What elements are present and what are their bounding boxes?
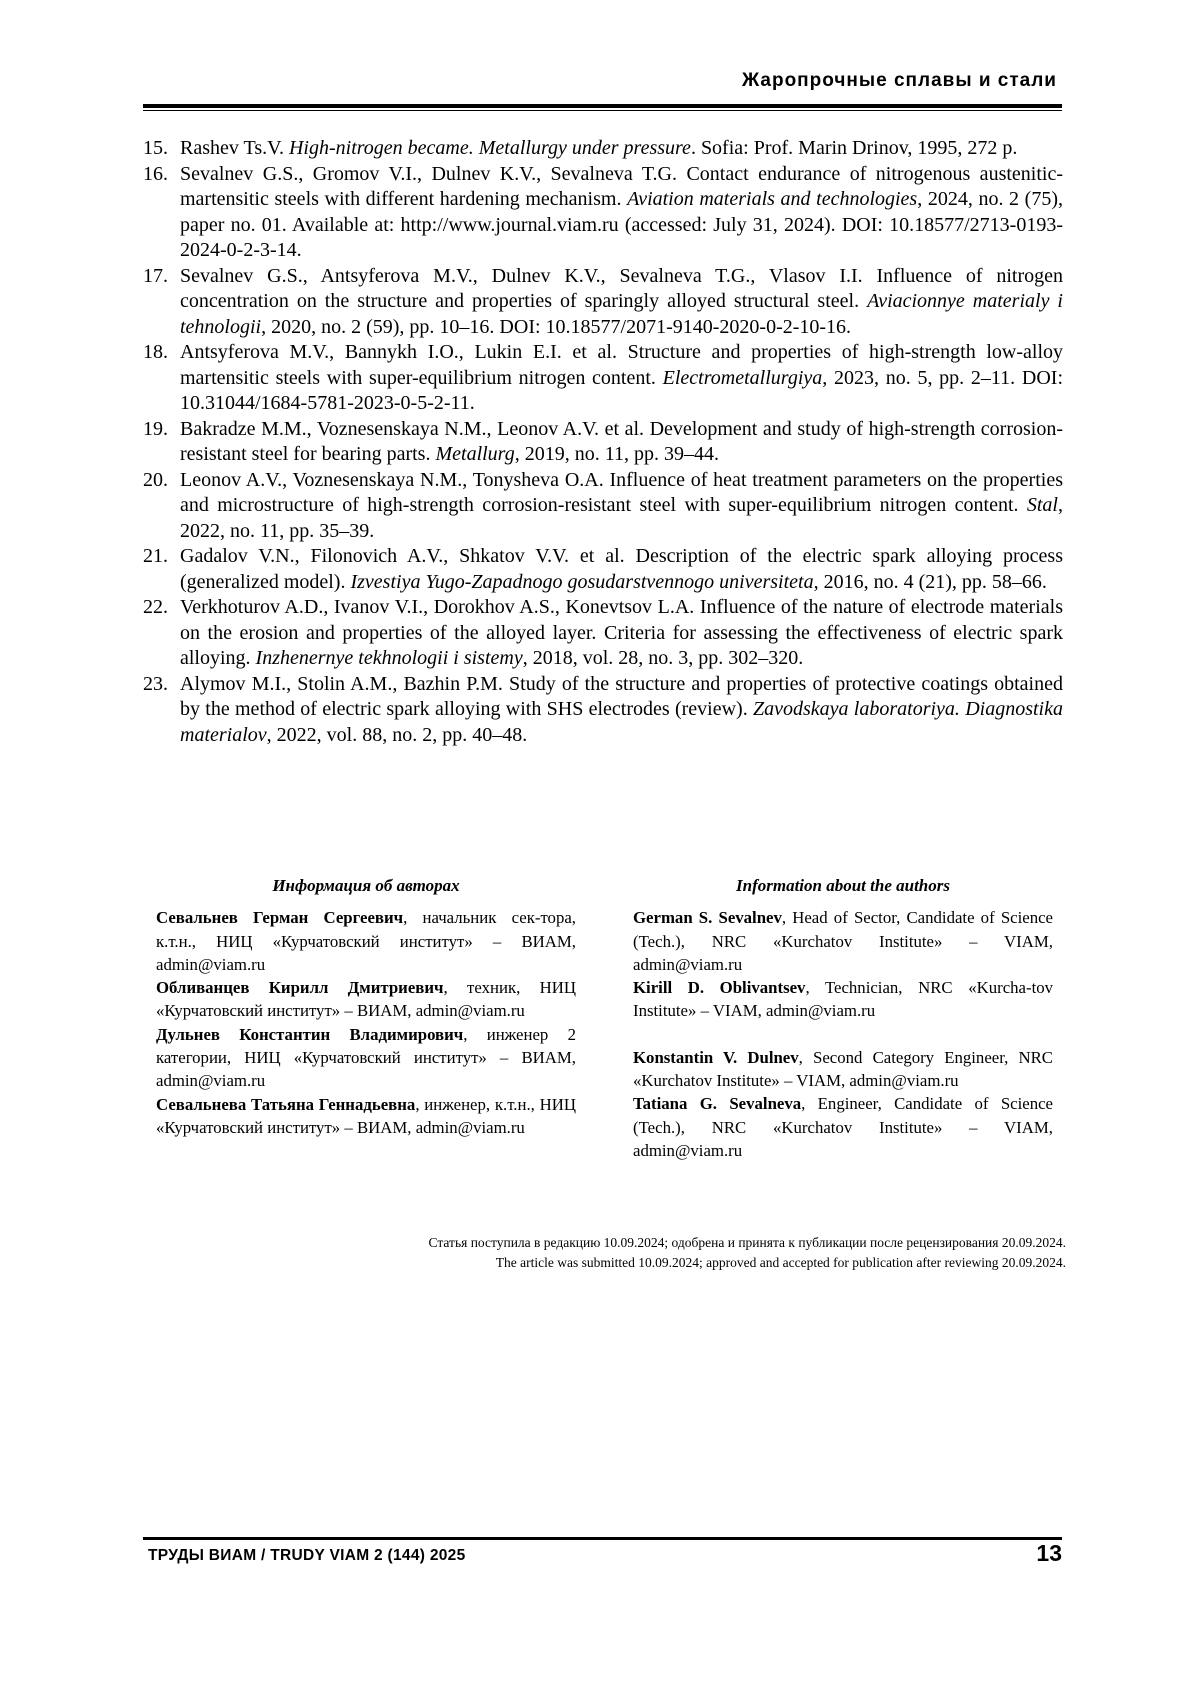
reference-source: Aviation materials and technologies (627, 188, 917, 210)
reference-details: , 2016, no. 4 (21), pp. 58–66. (814, 571, 1047, 593)
reference-list (143, 136, 1063, 748)
authors-info-ru (156, 874, 576, 1139)
author-name: Севальнев Герман Сергеевич (156, 908, 403, 927)
reference-number: 20. (143, 468, 168, 494)
reference-number: 18. (143, 340, 168, 366)
author-details: , Technician, NRC «Kurcha-tov Institute» – VIAM, admin@viam.ru (633, 978, 1053, 1020)
reference-details: , 2022, vol. 88, no. 2, pp. 40–48. (267, 724, 528, 746)
author-name: German S. Sevalnev (633, 908, 782, 927)
reference-item (143, 340, 1063, 417)
authors-heading-ru: Информация об авторах (156, 874, 576, 897)
reference-item (143, 162, 1063, 264)
author-entry (156, 976, 576, 1023)
reference-details: , 2020, no. 2 (59), pp. 10–16. DOI: 10.18577/2071-9140-2020-0-2-10-16. (261, 316, 851, 338)
spacer (633, 1023, 1053, 1046)
reference-item (143, 595, 1063, 672)
author-entry (633, 1092, 1053, 1162)
reference-text: Gadalov V.N., Filonovich A.V., Shkatov V.V. et al. Description of the electric spark alloying process (generalized model). (180, 545, 1063, 593)
author-name: Kirill D. Oblivantsev (633, 978, 805, 997)
footer-rule (143, 1537, 1062, 1540)
author-entry (156, 1023, 576, 1093)
reference-source: High-nitrogen became. Metallurgy under pressure (289, 137, 691, 159)
author-entry (633, 976, 1053, 1023)
reference-number: 23. (143, 672, 168, 698)
submission-note-en: The article was submitted 10.09.2024; approved and accepted for publication after reviewing 20.09.2024. (429, 1253, 1066, 1273)
reference-item (143, 417, 1063, 468)
submission-note-ru: Статья поступила в редакцию 10.09.2024; одобрена и принята к публикации после рецензирования 20.09.2024. (429, 1233, 1066, 1253)
author-name: Дульнев Константин Владимирович (156, 1025, 463, 1044)
reference-item (143, 468, 1063, 545)
running-header: Жаропрочные сплавы и стали (742, 70, 1057, 92)
author-details: , Second Category Engineer, NRC «Kurchatov Institute» – VIAM, admin@viam.ru (633, 1048, 1053, 1090)
reference-source: Electrometallurgiya (663, 367, 823, 389)
author-name: Tatiana G. Sevalneva (633, 1094, 801, 1113)
reference-text: Alymov M.I., Stolin A.M., Bazhin P.M. Study of the structure and properties of protective coatings obtained by the method of electric spark alloying with SHS electrodes (review). (180, 673, 1063, 721)
author-details: , Head of Sector, Candidate of Science (Tech.), NRC «Kurchatov Institute» – VIAM, admin@viam.ru (633, 908, 1053, 974)
reference-details: , 2019, no. 11, pp. 39–44. (515, 443, 719, 465)
reference-details: , 2022, no. 11, pp. 35–39. (180, 494, 1063, 542)
author-details: , инженер, к.т.н., НИЦ «Курчатовский институт» – ВИАМ, admin@viam.ru (156, 1095, 576, 1137)
reference-text: Rashev Ts.V. (180, 137, 289, 159)
author-entry (156, 906, 576, 976)
page-number: 13 (1036, 1540, 1062, 1567)
reference-details: , 2018, vol. 28, no. 3, pp. 302–320. (523, 647, 804, 669)
reference-details: , 2023, no. 5, pp. 2–11. DOI: 10.31044/1684-5781-2023-0-5-2-11. (180, 367, 1063, 415)
author-entry (156, 1093, 576, 1140)
reference-source: Metallurg (435, 443, 514, 465)
authors-heading-en: Information about the authors (633, 874, 1053, 897)
author-details: , техник, НИЦ «Курчатовский институт» – ВИАМ, admin@viam.ru (156, 978, 576, 1020)
reference-item (143, 672, 1063, 749)
author-details: , инженер 2 категории, НИЦ «Курчатовский институт» – ВИАМ, admin@viam.ru (156, 1025, 576, 1091)
reference-details: , 2024, no. 2 (75), paper no. 01. Available at: http://www.journal.viam.ru (accessed: July 31, 2024). DOI: 10.18577/2713-0193-2024-0-2-3-14. (180, 188, 1063, 261)
reference-source: Zavodskaya laboratoriya. Diagnostika materialov (180, 698, 1063, 746)
reference-item (143, 544, 1063, 595)
reference-number: 17. (143, 264, 168, 290)
reference-source: Aviacionnye materialy i tehnologii (180, 290, 1063, 338)
reference-number: 22. (143, 595, 168, 621)
reference-details: . Sofia: Prof. Marin Drinov, 1995, 272 p. (691, 137, 1017, 159)
author-details: , начальник сек-тора, к.т.н., НИЦ «Курчатовский институт» – ВИАМ, admin@viam.ru (156, 908, 576, 974)
reference-number: 16. (143, 162, 168, 188)
reference-text: Verkhoturov A.D., Ivanov V.I., Dorokhov A.S., Konevtsov L.A. Influence of the nature of electrode materials on the erosion and properties of the alloyed layer. Criteria for assessing the effectiveness of electric spark alloying. (180, 596, 1063, 669)
author-details: , Engineer, Candidate of Science (Tech.), NRC «Kurchatov Institute» – VIAM, admin@viam.ru (633, 1094, 1053, 1160)
reference-item (143, 136, 1063, 162)
submission-dates (429, 1233, 1066, 1272)
reference-source: Stal (1027, 494, 1058, 516)
reference-number: 21. (143, 544, 168, 570)
reference-text: Antsyferova M.V., Bannykh I.O., Lukin E.I. et al. Structure and properties of high-strength low-alloy martensitic steels with super-equilibrium nitrogen content. (180, 341, 1063, 389)
header-rule (143, 104, 1062, 108)
reference-number: 19. (143, 417, 168, 443)
reference-number: 15. (143, 136, 168, 162)
author-entry (633, 1046, 1053, 1093)
reference-item (143, 264, 1063, 341)
reference-source: Inzhenernye tekhnologii i sistemy (256, 647, 523, 669)
reference-text: Sevalnev G.S., Antsyferova M.V., Dulnev K.V., Sevalneva T.G., Vlasov I.I. Influence of nitrogen concentration on the structure and properties of sparingly alloyed structural steel. (180, 265, 1063, 313)
author-entry (633, 906, 1053, 976)
journal-footer: ТРУДЫ ВИАМ / TRUDY VIAM 2 (144) 2025 (148, 1547, 466, 1565)
reference-text: Leonov A.V., Voznesenskaya N.M., Tonysheva O.A. Influence of heat treatment parameters on the properties and microstructure of high-strength corrosion-resistant steel with super-equilibrium nitrogen content. (180, 469, 1063, 517)
reference-text: Bakradze M.M., Voznesenskaya N.M., Leonov A.V. et al. Development and study of high-strength corrosion-resistant steel for bearing parts. (180, 418, 1063, 466)
author-name: Konstantin V. Dulnev (633, 1048, 799, 1067)
reference-text: Sevalnev G.S., Gromov V.I., Dulnev K.V., Sevalneva T.G. Contact endurance of nitrogenous austenitic-martensitic steels with different hardening mechanism. (180, 163, 1063, 211)
authors-info-en (633, 874, 1053, 1162)
author-name: Обливанцев Кирилл Дмитриевич (156, 978, 444, 997)
author-name: Севальнева Татьяна Геннадьевна (156, 1095, 415, 1114)
header-rule-thin (143, 110, 1062, 111)
reference-source: Izvestiya Yugo-Zapadnogo gosudarstvennogo universiteta (350, 571, 813, 593)
